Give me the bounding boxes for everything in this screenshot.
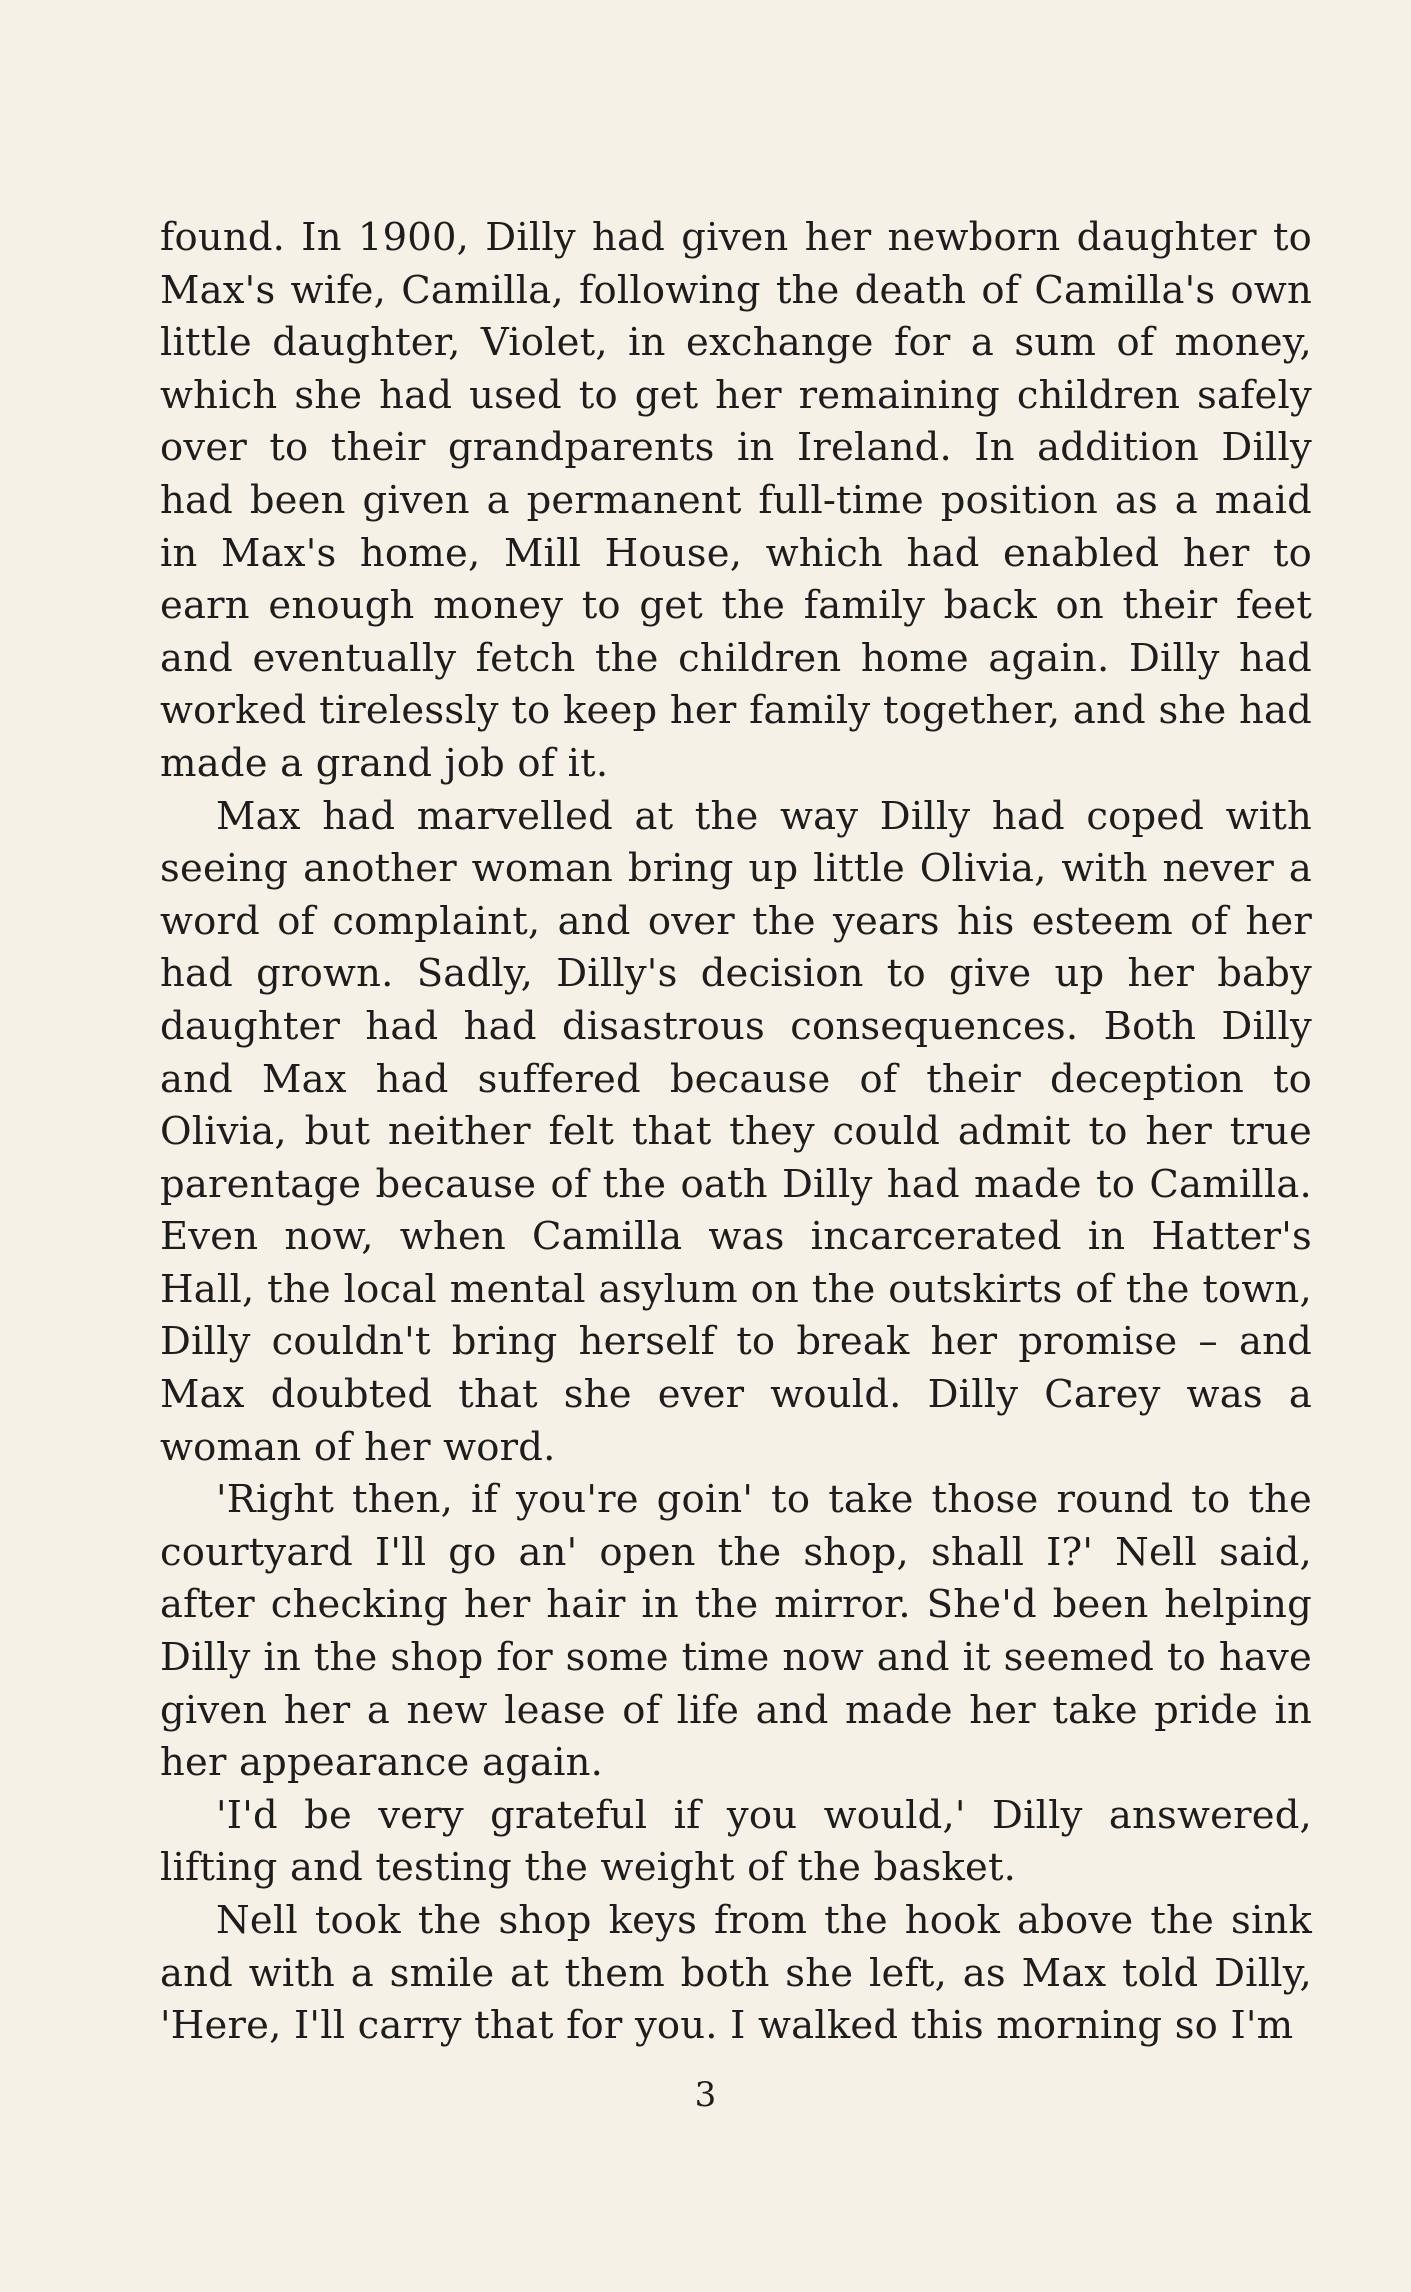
paragraph: 'I'd be very grateful if you would,' Dilly answered, lifting and testing the weight of the basket. (160, 1792, 1312, 1891)
paragraph: Max had marvelled at the way Dilly had coped with seeing another woman bring up little Olivia, with never a word of complaint, and over the years his esteem of her had grown. Sadly, Dilly's decision to give up her baby daughter had had disastrous consequences. Both Dilly and Max had suffered because of their deception to Olivia, but neither felt that they could admit to her true parentage because of the oath Dilly had made to Camilla. Even now, when Camilla was incarcerated in Hatter's Hall, the local mental asylum on the outskirts of the town, Dilly couldn't bring herself to break her promise – and Max doubted that she ever would. Dilly Carey was a woman of her word. (160, 793, 1312, 1470)
page-number: 3 (694, 2075, 717, 2115)
paragraph: Nell took the shop keys from the hook above the sink and with a smile at them both she left, as Max told Dilly, 'Here, I'll carry that for you. I walked this morning so I'm (160, 1898, 1312, 2049)
paragraph: 'Right then, if you're goin' to take those round to the courtyard I'll go an' open the shop, shall I?' Nell said, after checking her hair in the mirror. She'd been helping Dilly in the shop for some time now and it seemed to have given her a new lease of life and made her take pride in her appearance again. (160, 1477, 1312, 1786)
body-text (160, 212, 1312, 2053)
paragraph-continued: found. In 1900, Dilly had given her newborn daughter to Max's wife, Camilla, following the death of Camilla's own little daughter, Violet, in exchange for a sum of money, which she had used to get her remaining children safely over to their grandparents in Ireland. In addition Dilly had been given a permanent full-time position as a maid in Max's home, Mill House, which had enabled her to earn enough money to get the family back on their feet and eventually fetch the children home again. Dilly had worked tirelessly to keep her family together, and she had made a grand job of it. (160, 215, 1312, 786)
